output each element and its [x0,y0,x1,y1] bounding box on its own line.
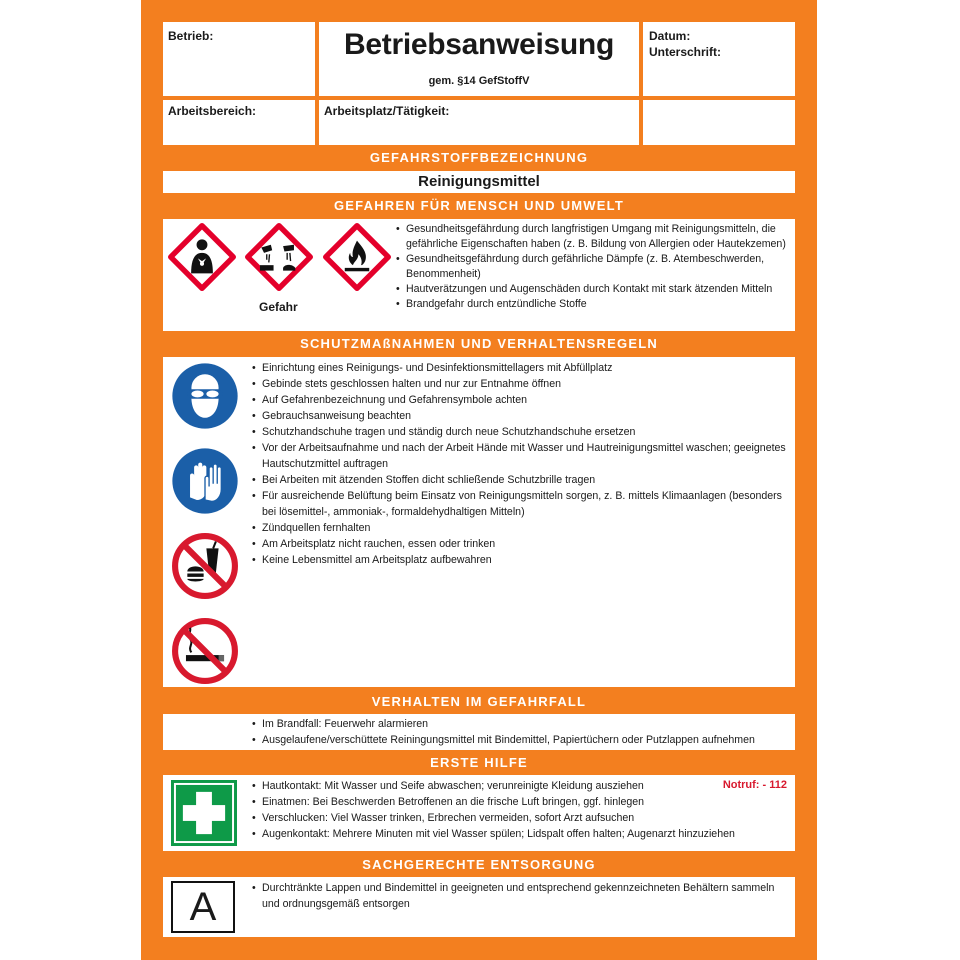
list-item: • Einrichtung eines Reinigungs- und Desinfektionsmittellagers mit Abfüllplatz [252,360,787,376]
waste-category-letter: A [189,885,217,929]
list-item: • Zündquellen fernhalten [252,520,787,536]
unterschrift-label: Unterschrift: [649,45,722,59]
betrieb-cell[interactable] [163,22,315,96]
entsorgung-list [252,880,787,912]
list-item: • Auf Gefahrenbezeichnung und Gefahrensymbole achten [252,392,787,408]
list-item: • Gesundheitsgefährdung durch langfristigen Umgang mit Reinigungsmitteln, die gefährliche Eigenschaften haben (z. B. Bildung von Allergien oder Hautekzemen) [396,222,788,252]
list-item: • Gesundheitsgefährdung durch gefährliche Dämpfe (z. B. Atembeschwerden, Benommenheit) [396,252,788,282]
list-item: • Gebinde stets geschlossen halten und nur zur Entnahme öffnen [252,376,787,392]
substance-cell [163,171,795,193]
section-erste-hilfe: ERSTE HILFE [430,755,528,770]
gefahren-list [396,222,788,312]
section-entsorgung: SACHGERECHTE ENTSORGUNG [362,857,596,872]
section-schutz: SCHUTZMAßNAHMEN UND VERHALTENSREGELN [300,336,658,351]
substance-name: Reinigungsmittel [418,173,540,190]
arbeitsplatz-cell[interactable] [319,100,639,145]
hand-protection-icon [171,447,239,515]
page-title: Betriebsanweisung [344,28,614,61]
health-hazard-icon [168,223,236,291]
no-smoking-icon [171,617,239,685]
list-item: • Gebrauchsanweisung beachten [252,408,787,424]
section-gefahrstoff: GEFAHRSTOFFBEZEICHNUNG [369,150,589,165]
first-aid-icon [171,780,237,846]
instruction-sheet [141,0,817,960]
list-item: • Einatmen: Bei Beschwerden Betroffenen an die frische Luft bringen, ggf. hinlegen [252,794,787,810]
gefahrfall-list [252,716,792,748]
corrosion-icon [245,223,313,291]
list-item: • Am Arbeitsplatz nicht rauchen, essen oder trinken [252,536,787,552]
signal-word: Gefahr [259,300,298,314]
waste-category-icon [171,881,235,933]
arbeitsbereich-cell[interactable] [163,100,315,145]
notruf-label: Notruf: - 112 [722,779,787,791]
arbeitsbereich-label: Arbeitsbereich: [168,104,257,118]
list-item: • Verschlucken: Viel Wasser trinken, Erbrechen vermeiden, sofort Arzt aufsuchen [252,810,787,826]
gefahren-panel [163,219,795,331]
erste-hilfe-list [252,778,787,842]
signature-cell[interactable] [643,100,795,145]
no-eating-drinking-icon [171,532,239,600]
schutz-panel [163,357,795,687]
list-item: • Augenkontakt: Mehrere Minuten mit viel Wasser spülen; Lidspalt offen halten; Augenarzt hinzuziehen [252,826,787,842]
erste-hilfe-panel [163,775,795,851]
entsorgung-panel [163,877,795,937]
betrieb-label: Betrieb: [168,29,214,43]
title-cell [319,22,639,96]
list-item: • Hautverätzungen und Augenschäden durch Kontakt mit stark ätzenden Mitteln [396,282,788,297]
datum-label: Datum: [649,29,691,43]
list-item: • Hautkontakt: Mit Wasser und Seife abwaschen; verunreinigte Kleidung ausziehen [252,778,787,794]
list-item: • Brandgefahr durch entzündliche Stoffe [396,297,788,312]
list-item: • Ausgelaufene/verschüttete Reiningungsmittel mit Bindemittel, Papiertüchern oder Putzlappen aufnehmen [252,732,792,748]
schutz-list [252,360,787,568]
eye-protection-icon [171,362,239,430]
list-item: • Schutzhandschuhe tragen und ständig durch neue Schutzhandschuhe ersetzen [252,424,787,440]
arbeitsplatz-label: Arbeitsplatz/Tätigkeit: [324,104,450,118]
list-item: • Bei Arbeiten mit ätzenden Stoffen dicht schließende Schutzbrille tragen [252,472,787,488]
page-subtitle: gem. §14 GefStoffV [428,75,530,87]
list-item: • Für ausreichende Belüftung beim Einsatz von Reinigungsmitteln sorgen, z. B. mittels Klimaanlagen (besonders bei lösemittel-, ammoniak-, formaldehydhaltigen Mitteln) [252,488,787,520]
list-item: • Durchtränkte Lappen und Bindemittel in geeigneten und entsprechend gekennzeichneten Behältern sammeln und ordnungsgemäß entsorgen [252,880,787,912]
datum-cell[interactable] [643,22,795,96]
list-item: • Vor der Arbeitsaufnahme und nach der Arbeit Hände mit Wasser und Hautreinigungsmittel waschen; geeignetes Hautschutzmittel auftragen [252,440,787,472]
list-item: • Im Brandfall: Feuerwehr alarmieren [252,716,792,732]
list-item: • Keine Lebensmittel am Arbeitsplatz aufbewahren [252,552,787,568]
section-gefahrfall: VERHALTEN IM GEFAHRFALL [371,694,587,709]
gefahrfall-panel [163,714,795,750]
section-gefahren: GEFAHREN FÜR MENSCH UND UMWELT [334,198,624,213]
flame-icon [323,223,391,291]
